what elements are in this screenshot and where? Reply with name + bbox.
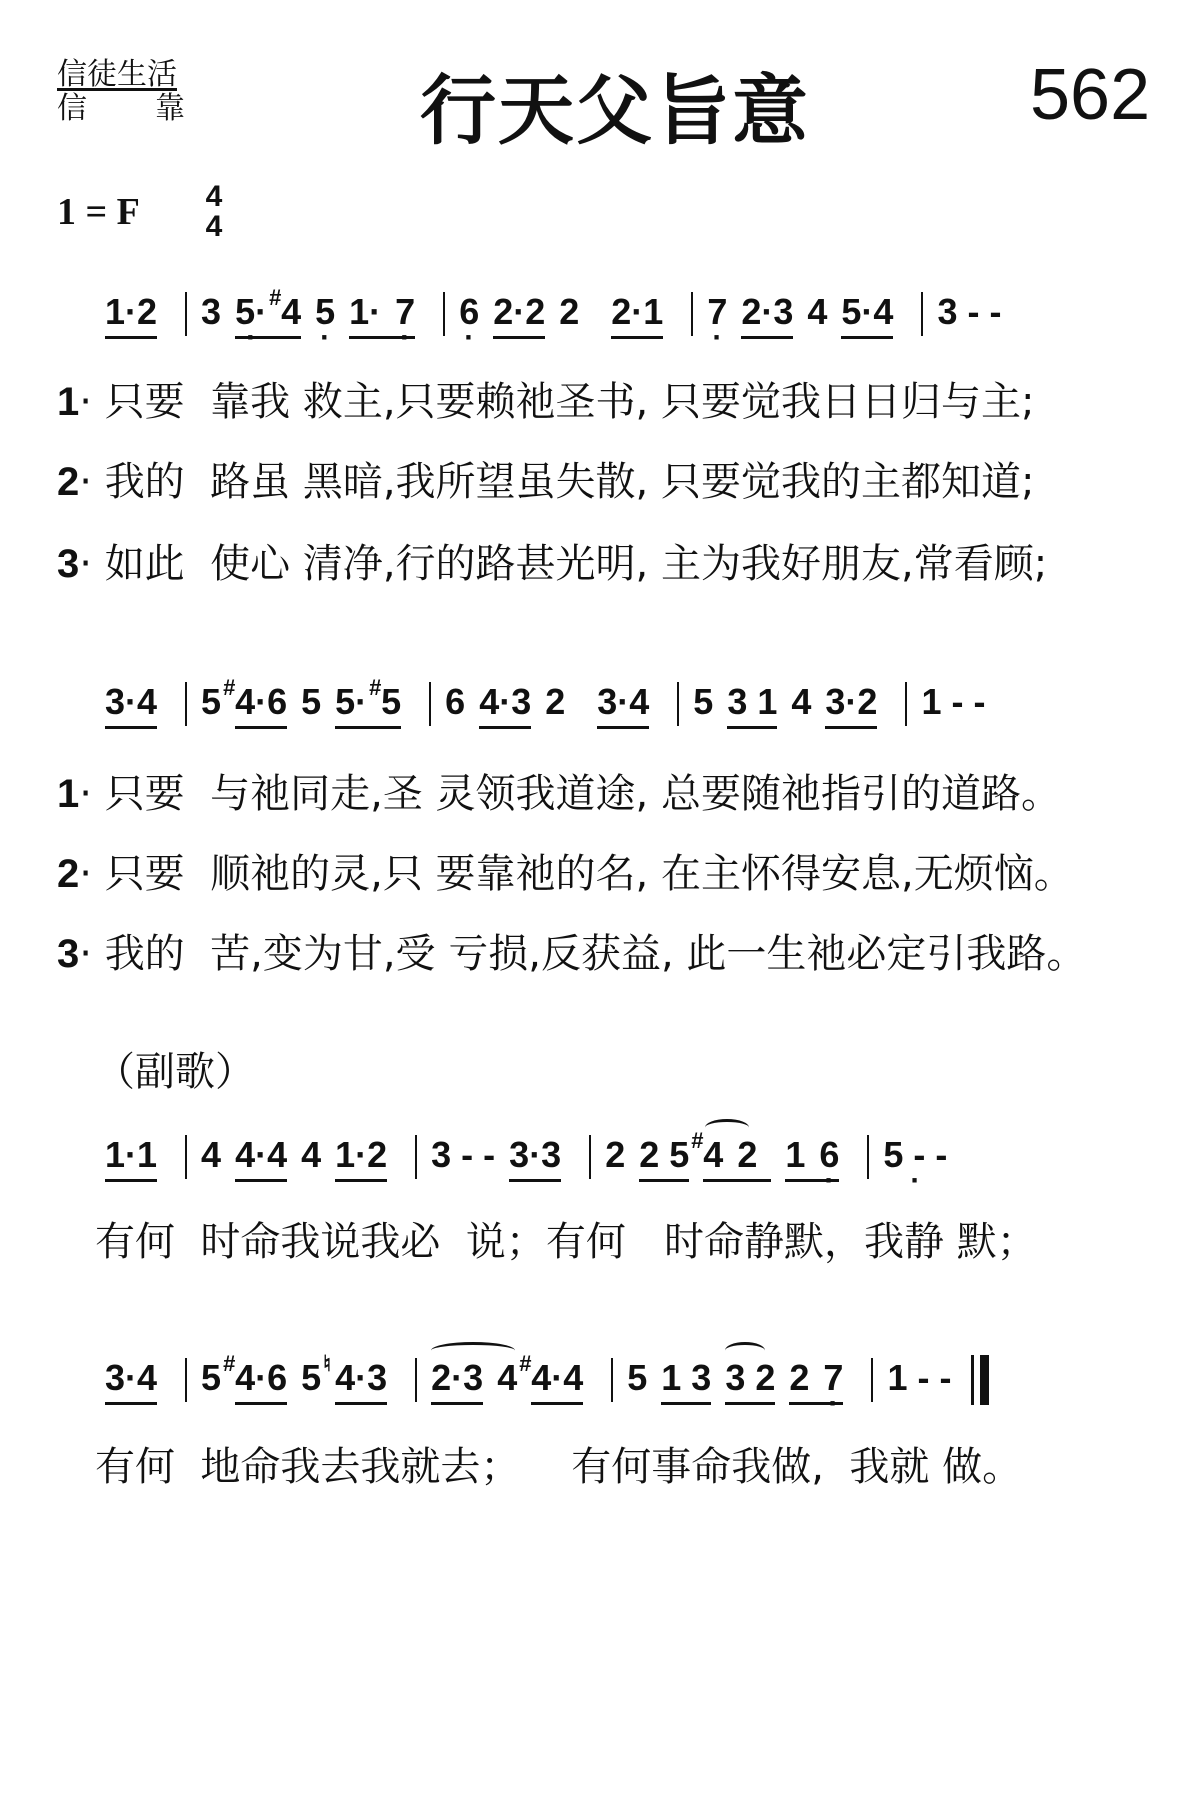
chorus-lyric-1: 有何 时命我说我必 说；有何 时命静默，我静 默； — [95, 1219, 1037, 1265]
notation-line-4: 3·4 5 # 4·6 5 ♮ 4·3 2·3 4 # 4·4 5 1 3 3 2 2 7 · 1 - - — [105, 1355, 989, 1405]
category-line-2: 信 靠 — [57, 91, 185, 126]
hymn-title: 行天父旨意 — [420, 66, 810, 155]
notation-line-2: 3·4 5 # 4·6 5 5· # 5 6 4·3 2 3·4 5 3 1 4 3·2 1 - - — [105, 682, 999, 729]
chorus-label: （副歌） — [95, 1049, 255, 1095]
verse-3-line-1: 3· 如此 使心 清净,行的路甚光明, 主为我好朋友,常看顾; — [57, 541, 1048, 587]
hymn-number: 562 — [1030, 55, 1151, 135]
hymn-category — [57, 58, 185, 126]
chorus-lyric-2: 有何 地命我去我就去； 有何事命我做, 我就 做。 — [95, 1444, 1023, 1490]
verse-2-line-2: 2· 只要 顺祂的灵,只 要靠祂的名, 在主怀得安息,无烦恼。 — [57, 851, 1074, 897]
key-signature: 1 = F — [57, 191, 140, 233]
verse-1-line-1: 1· 只要 靠我 救主,只要赖祂圣书, 只要觉我日日归与主; — [57, 379, 1035, 425]
time-signature: 4 4 — [205, 180, 223, 243]
verse-2-line-1: 2· 我的 路虽 黑暗,我所望虽失散, 只要觉我的主都知道; — [57, 459, 1035, 505]
notation-line-1: 1·2 3 5· · # 4 5 · 1· 7 · 6 · 2·2 2 2·1 7 · 2·3 4 5·4 3 - - — [105, 292, 1015, 339]
notation-line-3: 1·1 4 4·4 4 1·2 3 - - 3·3 2 2 5 # 4 2 1 6 · 5 - - · — [105, 1135, 961, 1182]
category-line-1: 信徒生活 — [57, 57, 177, 92]
verse-3-line-2: 3· 我的 苦,变为甘,受 亏损,反获益, 此一生祂必定引我路。 — [57, 931, 1087, 977]
verse-1-line-2: 1· 只要 与祂同走,圣 灵领我道途, 总要随祂指引的道路。 — [57, 771, 1061, 817]
